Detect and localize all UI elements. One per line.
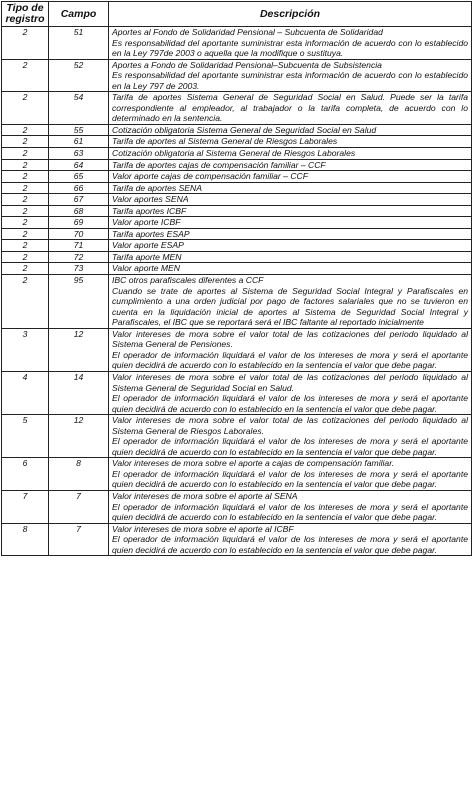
cell-descripcion (109, 27, 472, 60)
cell-tipo-registro: 2 (2, 194, 49, 206)
cell-descripcion (109, 59, 472, 92)
descripcion-title: Valor intereses de mora sobre el valor total de las cotizaciones del periodo liquidado al Sistema General de Riesgos Laborales. (112, 415, 468, 436)
descripcion-title: Valor intereses de mora sobre el valor total de las cotizaciones del periodo liquidado al Sistema General de Pensiones. (112, 328, 468, 350)
cell-descripcion (109, 240, 472, 252)
header-campo: Campo (49, 2, 109, 27)
descripcion-title: Tarifa aporte MEN (112, 251, 182, 262)
cell-descripcion (109, 136, 472, 148)
table-row (2, 217, 472, 229)
cell-tipo-registro: 2 (2, 182, 49, 194)
table-row (2, 194, 472, 206)
table-row (2, 328, 472, 371)
cell-tipo-registro: 2 (2, 228, 49, 240)
registro-table (1, 1, 472, 556)
cell-campo: 12 (49, 415, 109, 458)
cell-descripcion (109, 217, 472, 229)
header-tipo-registro: Tipo de registro (2, 2, 49, 27)
descripcion-note: El operador de información liquidará el valor de los intereses de mora y será el aportante quien decidirá de acuerdo con lo establecido en la sentencia el valor que debe pagar. (112, 436, 468, 457)
cell-tipo-registro: 2 (2, 251, 49, 263)
descripcion-title: Valor intereses de mora sobre el valor total de las cotizaciones del periodo liquidado al Sistema General de Seguridad Social en Salud. (112, 371, 468, 393)
cell-descripcion (109, 124, 472, 136)
table-row (2, 92, 472, 125)
cell-campo: 61 (49, 136, 109, 148)
descripcion-title: Tarifa de aportes al Sistema General de Riesgos Laborales (112, 136, 338, 147)
table-row (2, 415, 472, 458)
descripcion-title: Aportes a Fondo de Solidaridad Pensional–Subcuenta de Subsistencia (112, 59, 382, 70)
cell-tipo-registro: 2 (2, 124, 49, 136)
cell-tipo-registro: 2 (2, 159, 49, 171)
table-row (2, 240, 472, 252)
cell-tipo-registro: 2 (2, 205, 49, 217)
cell-tipo-registro: 3 (2, 328, 49, 371)
cell-tipo-registro: 4 (2, 371, 49, 414)
cell-campo: 52 (49, 59, 109, 92)
descripcion-note: Es responsabilidad del aportante suministrar esta información de acuerdo con lo establecido en la Ley 797de 2003 o aquella que la modifique o sustituya. (112, 37, 468, 59)
cell-campo: 65 (49, 171, 109, 183)
cell-campo: 70 (49, 228, 109, 240)
cell-campo: 68 (49, 205, 109, 217)
cell-tipo-registro: 2 (2, 217, 49, 229)
cell-descripcion (109, 228, 472, 240)
descripcion-title: Valor aporte ESAP (112, 240, 184, 251)
cell-descripcion (109, 182, 472, 194)
cell-descripcion (109, 371, 472, 414)
table-row (2, 228, 472, 240)
descripcion-title: Tarifa de aportes cajas de compensación familiar – CCF (112, 159, 326, 170)
descripcion-title: Cotización obligatoria Sistema General de Seguridad Social en Salud (112, 124, 377, 135)
table-row (2, 251, 472, 263)
cell-tipo-registro: 2 (2, 275, 49, 329)
descripcion-note: El operador de información liquidará el valor de los intereses de mora y será el aportante quien decidirá de acuerdo con lo establecido en la sentencia el valor que debe pagar. (112, 349, 468, 371)
table-row (2, 371, 472, 414)
table-row (2, 205, 472, 217)
table-row (2, 159, 472, 171)
cell-descripcion (109, 159, 472, 171)
descripcion-note: El operador de información liquidará el valor de los intereses de mora y será el aportante quien decidirá de acuerdo con lo establecido en la sentencia el valor que debe pagar. (112, 534, 468, 555)
cell-descripcion (109, 251, 472, 263)
descripcion-title: Valor aporte MEN (112, 263, 180, 274)
header-descripcion: Descripción (109, 2, 472, 27)
cell-campo: 69 (49, 217, 109, 229)
table-row (2, 136, 472, 148)
cell-tipo-registro: 2 (2, 59, 49, 92)
cell-descripcion (109, 263, 472, 275)
table-row (2, 490, 472, 523)
cell-campo: 66 (49, 182, 109, 194)
descripcion-title: Tarifa aportes ESAP (112, 228, 190, 239)
cell-tipo-registro: 2 (2, 136, 49, 148)
cell-campo: 55 (49, 124, 109, 136)
cell-tipo-registro: 2 (2, 27, 49, 60)
cell-campo: 7 (49, 490, 109, 523)
cell-campo: 14 (49, 371, 109, 414)
table-row (2, 523, 472, 556)
table-row (2, 263, 472, 275)
cell-descripcion (109, 171, 472, 183)
cell-descripcion (109, 490, 472, 523)
cell-descripcion (109, 92, 472, 125)
descripcion-note: Es responsabilidad del aportante suministrar esta información de acuerdo con lo establecido en la Ley 797 de 2003. (112, 70, 468, 91)
cell-tipo-registro: 2 (2, 171, 49, 183)
cell-descripcion (109, 523, 472, 556)
cell-descripcion (109, 415, 472, 458)
cell-descripcion (109, 194, 472, 206)
cell-campo: 7 (49, 523, 109, 556)
descripcion-title: Valor aporte ICBF (112, 217, 181, 228)
cell-tipo-registro: 2 (2, 240, 49, 252)
cell-campo: 8 (49, 458, 109, 491)
cell-tipo-registro: 7 (2, 490, 49, 523)
cell-campo: 95 (49, 275, 109, 329)
table-header (2, 2, 472, 27)
descripcion-title: Valor aportes SENA (112, 194, 189, 205)
cell-tipo-registro: 6 (2, 458, 49, 491)
descripcion-note: El operador de información liquidará el valor de los intereses de mora y será el aportante quien decidirá de acuerdo con lo establecido en la sentencia el valor que debe pagar. (112, 501, 468, 523)
cell-descripcion (109, 275, 472, 329)
cell-campo: 71 (49, 240, 109, 252)
cell-tipo-registro: 5 (2, 415, 49, 458)
table-row (2, 275, 472, 329)
cell-campo: 12 (49, 328, 109, 371)
descripcion-title: Valor intereses de mora sobre el aporte al SENA (112, 490, 298, 501)
cell-descripcion (109, 205, 472, 217)
cell-campo: 72 (49, 251, 109, 263)
cell-campo: 64 (49, 159, 109, 171)
table-row (2, 148, 472, 160)
table-row (2, 458, 472, 491)
table-row (2, 27, 472, 60)
cell-tipo-registro: 8 (2, 523, 49, 556)
table-row (2, 171, 472, 183)
table-row (2, 59, 472, 92)
descripcion-title: Valor aporte cajas de compensación familiar – CCF (112, 171, 308, 182)
table-body (2, 27, 472, 556)
descripcion-title: Tarifa de aportes Sistema General de Seguridad Social en Salud. Puede ser la tarifa correspondiente al empleador, al trabajador o la tarifa completa, de acuerdo con lo determinado en la sentencia. (112, 92, 468, 124)
cell-tipo-registro: 2 (2, 263, 49, 275)
descripcion-title: Valor intereses de mora sobre el aporte a cajas de compensación familiar. (112, 458, 395, 469)
descripcion-note: El operador de información liquidará el valor de los intereses de mora y será el aportante quien decidirá de acuerdo con lo establecido en la sentencia el valor que debe pagar. (112, 468, 468, 490)
descripcion-title: Cotización obligatoria al Sistema General de Riesgos Laborales (112, 148, 356, 159)
cell-descripcion (109, 148, 472, 160)
cell-campo: 67 (49, 194, 109, 206)
table-row (2, 124, 472, 136)
cell-tipo-registro: 2 (2, 92, 49, 125)
descripcion-title: Tarifa de aportes SENA (112, 182, 202, 193)
descripcion-title: Valor intereses de mora sobre el aporte al ICBF (112, 523, 294, 534)
cell-campo: 73 (49, 263, 109, 275)
cell-descripcion (109, 458, 472, 491)
descripcion-note: El operador de información liquidará el valor de los intereses de mora y será el aportante quien decidirá de acuerdo con lo establecido en la sentencia el valor que debe pagar. (112, 393, 468, 414)
cell-campo: 51 (49, 27, 109, 60)
descripcion-note: Cuando se trate de aportes al Sistema de Seguridad Social Integral y Parafiscales en cumplimiento a una orden judicial por pago de factores salariales que no se tuvieron en cuenta en la liquidación inicial de aportes al Sistema de Seguridad Social Integral y Parafiscales, el IBC que se reportará será el IBC faltante al reportado inicialmente (112, 285, 468, 328)
cell-tipo-registro: 2 (2, 148, 49, 160)
cell-descripcion (109, 328, 472, 371)
descripcion-title: Aportes al Fondo de Solidaridad Pensional – Subcuenta de Solidaridad (112, 27, 383, 37)
cell-campo: 54 (49, 92, 109, 125)
table-row (2, 182, 472, 194)
descripcion-title: Tarifa aportes ICBF (112, 205, 187, 216)
descripcion-title: IBC otros parafiscales diferentes a CCF (112, 275, 264, 286)
cell-campo: 63 (49, 148, 109, 160)
